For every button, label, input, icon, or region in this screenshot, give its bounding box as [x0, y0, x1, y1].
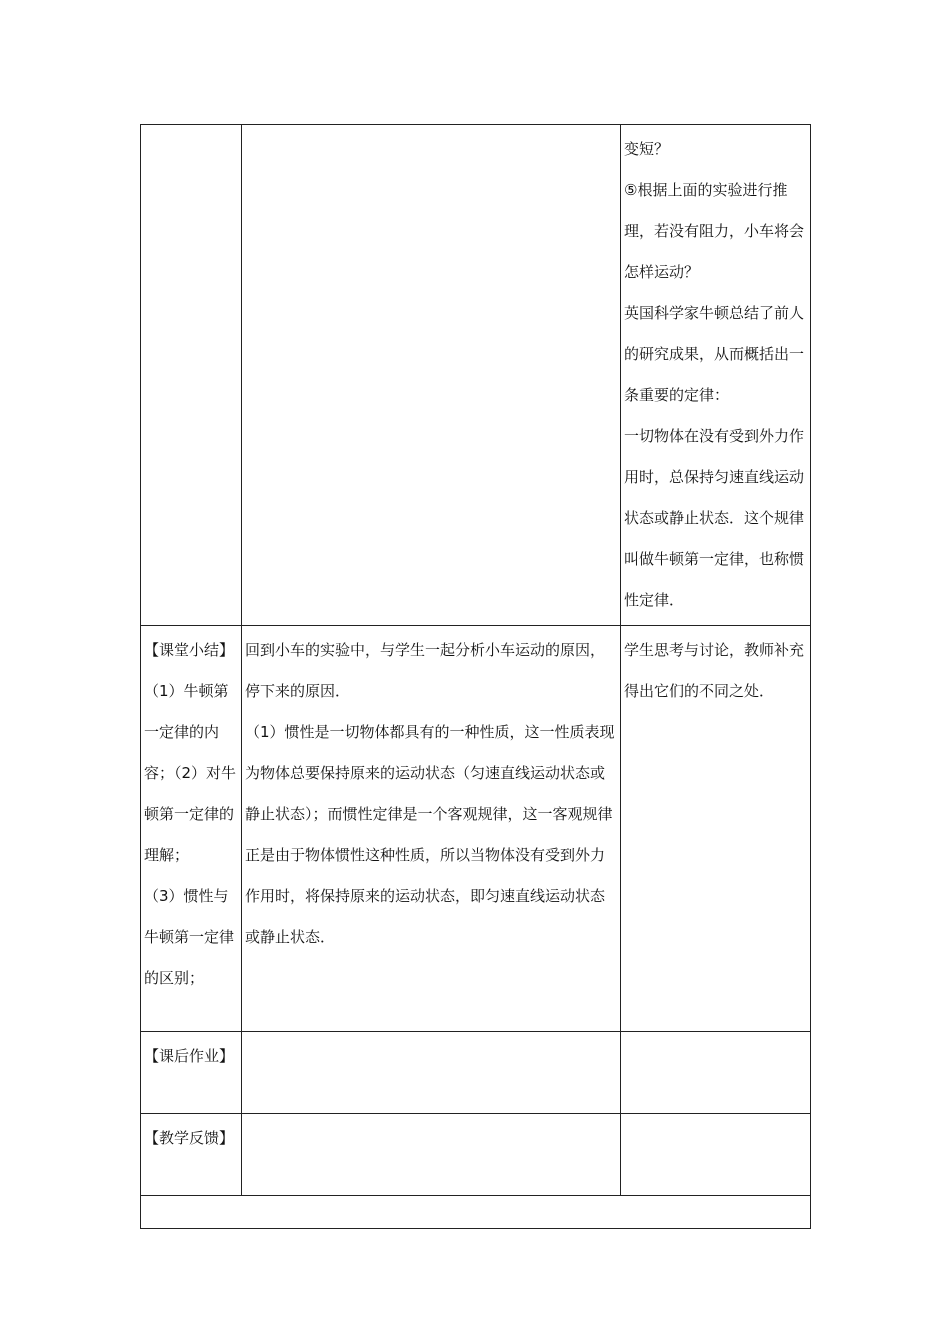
section-heading: 【教学反馈】 [144, 1129, 235, 1147]
text-paragraph: ⑤根据上面的实验进行推理，若没有阻力，小车将会怎样运动？ [624, 181, 805, 281]
text-paragraph: （1）牛顿第一定律的内容；（2）对牛顿第一定律的理解； [144, 682, 237, 864]
row3-col1-cell [141, 1032, 242, 1114]
text-paragraph: 一切物体在没有受到外力作用时，总保持匀速直线运动状态或静止状态．这个规律叫做牛顿第一定律，也称惯性定律． [624, 427, 805, 609]
text-paragraph: 学生思考与讨论，教师补充得出它们的不同之处． [624, 641, 805, 700]
lesson-plan-table [140, 124, 811, 1229]
row1-col1-cell [141, 125, 242, 626]
row2-col2-cell [242, 626, 621, 1032]
row4-col1-cell [141, 1114, 242, 1196]
row4-col3-cell [621, 1114, 811, 1196]
section-heading: 【课堂小结】 [144, 641, 235, 659]
row4-col2-cell [242, 1114, 621, 1196]
text-paragraph: 变短？ [624, 140, 670, 158]
table-row [141, 125, 811, 626]
row1-col3-cell [621, 125, 811, 626]
table-row [141, 626, 811, 1032]
text-paragraph: （3）惯性与牛顿第一定律的区别； [144, 887, 235, 987]
row2-col3-cell [621, 626, 811, 1032]
row3-col3-cell [621, 1032, 811, 1114]
table-row [141, 1114, 811, 1196]
text-paragraph: （1）惯性是一切物体都具有的一种性质，这一性质表现为物体总要保持原来的运动状态（匀速直线运动状态或静止状态）；而惯性定律是一个客观规律，这一客观规律正是由于物体惯性这种性质，所以当物体没有受到外力作用时，将保持原来的运动状态，即匀速直线运动状态或静止状态． [245, 723, 615, 946]
row1-col2-cell [242, 125, 621, 626]
table-row [141, 1032, 811, 1114]
text-paragraph: 回到小车的实验中，与学生一起分析小车运动的原因，停下来的原因． [245, 641, 606, 700]
row2-col1-cell [141, 626, 242, 1032]
row3-col2-cell [242, 1032, 621, 1114]
table-row [141, 1196, 811, 1229]
text-paragraph: 英国科学家牛顿总结了前人的研究成果，从而概括出一条重要的定律： [624, 304, 805, 404]
section-heading: 【课后作业】 [144, 1047, 235, 1065]
footer-empty-cell [141, 1196, 811, 1229]
